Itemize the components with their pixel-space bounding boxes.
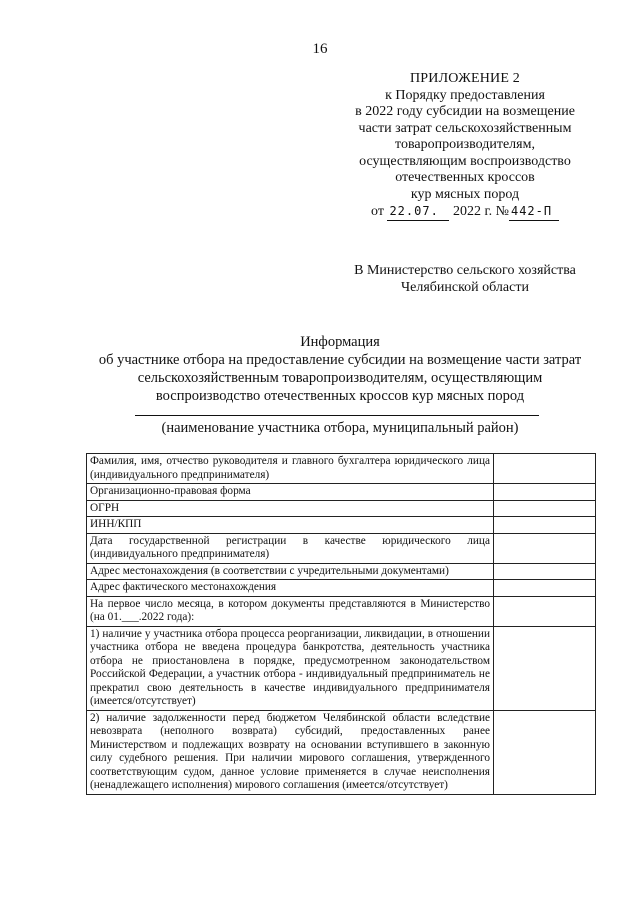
table-row [87, 484, 596, 501]
row-value-cell [494, 484, 596, 501]
table-row [87, 710, 596, 794]
row-value-cell [494, 563, 596, 580]
address-line: В Министерство сельского хозяйства [354, 263, 576, 278]
appendix-line: кур мясных пород [410, 186, 520, 202]
row-label-ogrn: ОГРН [87, 500, 494, 517]
row-value-cell [494, 454, 596, 484]
table-row [87, 596, 596, 626]
appendix-line: товаропроизводителям, [395, 137, 535, 152]
table-row [87, 626, 596, 710]
appendix-title: ПРИЛОЖЕНИЕ 2 [409, 71, 521, 86]
row-value-cell [494, 596, 596, 626]
address-line: Челябинской области [401, 279, 529, 295]
appendix-line: отечественных кроссов [395, 170, 535, 185]
info-subtitle [40, 351, 640, 405]
row-label-reporting-date: На первое число месяца, в котором документы представляются в Министерство (на 01.___.2022 года): [87, 596, 494, 626]
recipient-address [340, 263, 590, 296]
row-label-registration-date: Дата государственной регистрации в качестве юридического лица (индивидуального предпринимателя) [87, 533, 494, 563]
table-row [87, 533, 596, 563]
order-year: 2022 г. № [452, 204, 509, 219]
table-row [87, 454, 596, 484]
row-value-cell [494, 626, 596, 710]
table-row [87, 517, 596, 534]
appendix-line: осуществляющим воспроизводство [359, 153, 571, 169]
row-value-cell [494, 500, 596, 517]
order-prefix: от [371, 204, 384, 219]
appendix-line: в 2022 году субсидии на возмещение [355, 104, 575, 119]
appendix-line: к Порядку предоставления [385, 87, 545, 103]
row-value-cell [494, 533, 596, 563]
order-line [340, 203, 590, 221]
info-title: Информация [300, 334, 380, 350]
row-label-debt: 2) наличие задолженности перед бюджетом Челябинской области вследствие невозврата (неполного возврата) субсидий, предоставленных ранее Министерством и подлежащих возврату на основании вступившего в законную силу судебного решения. При наличии мирового соглашения, утвержденного соответствующим судом, данное условие применяется в случае неисполнения (ненадлежащего исполнения) мирового соглашения (имеется/отсутствует) [87, 710, 494, 794]
participant-name-caption: (наименование участника отбора, муниципальный район) [161, 420, 519, 436]
table-row [87, 563, 596, 580]
participant-name-line [135, 415, 539, 416]
order-date: 22.07. [387, 203, 449, 221]
row-value-cell [494, 580, 596, 597]
order-number: 442-П [509, 203, 559, 221]
info-subtitle-line: об участнике отбора на предоставление субсидии на возмещение части затрат [98, 352, 582, 368]
row-label-legal-address: Адрес местонахождения (в соответствии с учредительными документами) [87, 563, 494, 580]
table-row [87, 500, 596, 517]
page-number: 16 [312, 41, 328, 57]
row-label-actual-address: Адрес фактического местонахождения [87, 580, 494, 597]
info-subtitle-line: воспроизводство отечественных кроссов кур мясных пород [155, 388, 525, 404]
table-row [87, 580, 596, 597]
row-label-reorganization: 1) наличие у участника отбора процесса реорганизации, ликвидации, в отношении участника отбора не введена процедура банкротства, деятельность участника отбора не приостановлена в порядке, предусмотренном законодательством Российской Федерации, а участник отбора - индивидуальный предприниматель не прекратил свою деятельность в качестве индивидуального предпринимателя (имеется/отсутствует) [87, 626, 494, 710]
info-subtitle-line: сельскохозяйственным товаропроизводителям, осуществляющим [137, 370, 543, 386]
appendix-line: части затрат сельскохозяйственным [358, 120, 572, 136]
participant-info-table [86, 453, 596, 795]
row-label-legal-form: Организационно-правовая форма [87, 484, 494, 501]
appendix-header [340, 71, 590, 221]
row-value-cell [494, 517, 596, 534]
row-label-inn-kpp: ИНН/КПП [87, 517, 494, 534]
row-label-head-names: Фамилия, имя, отчество руководителя и главного бухгалтера юридического лица (индивидуального предпринимателя) [87, 454, 494, 484]
row-value-cell [494, 710, 596, 794]
